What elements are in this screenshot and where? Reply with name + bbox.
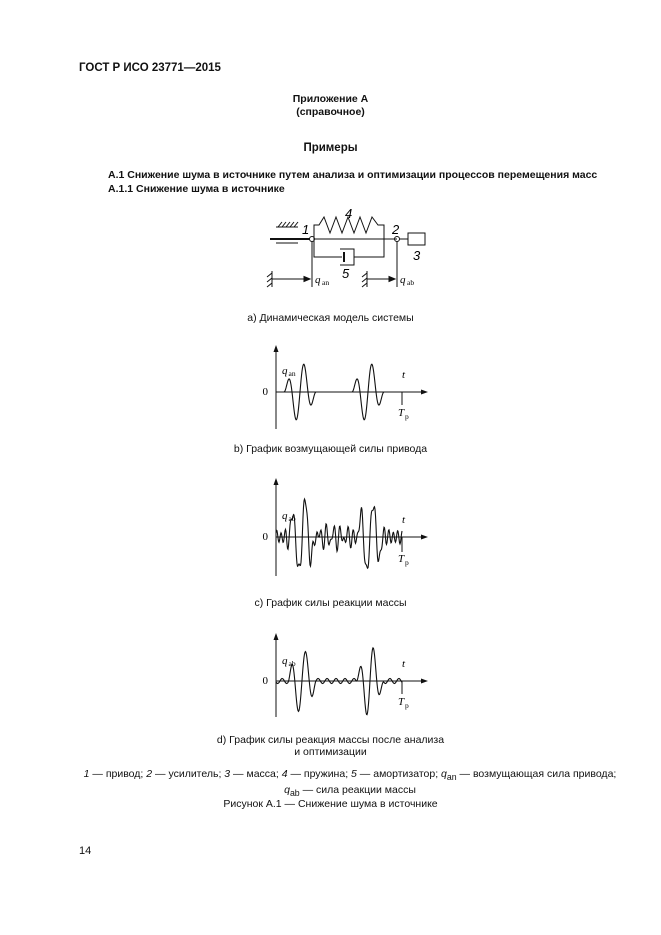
q-sub: ab [288,514,296,523]
q-sub: an [288,369,296,378]
legend-text-5: — амортизатор; [356,768,442,780]
mass-reaction-force-plot [262,478,452,578]
x-axis-arrow [421,535,428,540]
optimized-reaction-plot [262,633,452,718]
legend-line-1 [60,768,640,784]
wall-hatching [278,222,298,227]
label-q-an-sub: an [322,278,330,287]
figure-legend [60,768,640,800]
q-label: q [282,655,288,667]
y-axis-arrow [274,478,279,485]
damper-left-rod [314,239,342,257]
legend-num-1: 1 [83,768,90,780]
drive-force-plot [262,345,452,430]
label-5: 5 [342,266,350,281]
dynamic-model-diagram [262,203,462,293]
T-sub: p [405,558,409,567]
q-ab-arrowhead [389,277,395,282]
appendix-title [0,93,661,119]
legend-q-an: q [441,768,447,780]
T-label: T [398,553,405,565]
y-axis-arrow [274,633,279,640]
q-label: q [282,365,288,377]
legend-text-7: — сила реакции массы [299,784,416,797]
reaction-waveform [276,499,402,568]
ref-wall-left-hatching [267,273,272,287]
mass-block [408,233,425,245]
figure-d-caption-line1: d) График силы реакция массы после анализа [216,734,445,746]
damper-cylinder [340,249,354,265]
t-label: t [402,514,406,526]
figure-c-caption: c) График силы реакции массы [254,597,407,609]
label-q-an: q [315,274,321,286]
T-sub: p [405,701,409,710]
legend-q-ab-sub: ab [289,788,300,799]
legend-num-2: 2 [146,768,153,780]
legend-num-3: 3 [224,768,231,780]
label-2: 2 [392,222,400,237]
legend-q-an-sub: an [446,772,457,783]
figure-d-caption [0,734,661,758]
q-an-arrowhead [304,277,310,282]
damper-right-rod [354,239,384,257]
label-1: 1 [302,222,310,237]
figure-a-caption: a) Динамическая модель системы [247,312,414,324]
legend-text-2: — усилитель; [152,768,225,780]
t-label: t [402,658,406,670]
label-q-ab: q [400,274,406,286]
document-header: ГОСТ Р ИСО 23771—2015 [79,62,221,74]
T-label: T [398,407,405,419]
x-axis-arrow [421,390,428,395]
page-number: 14 [79,845,92,857]
q-sub: ab [288,659,296,668]
ref-wall-right-hatching [362,273,367,287]
zero-label: 0 [262,675,268,687]
label-q-ab-sub: ab [407,278,415,287]
heading-a1: А.1 Снижение шума в источнике путем анализа и оптимизации процессов перемещения масс [108,169,598,181]
appendix-title-line: Приложение А [292,93,369,105]
appendix-subtitle: (справочное) [296,106,365,118]
y-axis-arrow [274,345,279,352]
t-label: t [402,369,406,381]
legend-text-4: — пружина; [287,768,352,780]
zero-label: 0 [262,531,268,543]
T-label: T [398,696,405,708]
legend-q-ab: q [284,784,290,797]
section-title: Примеры [303,142,358,154]
T-sub: p [405,412,409,421]
zero-label: 0 [262,386,268,398]
legend-num-5: 5 [351,768,357,780]
legend-text-3: — масса; [230,768,282,780]
heading-a1-1: А.1.1 Снижение шума в источнике [108,183,285,195]
figure-b-caption: b) График возмущающей силы привода [233,443,428,455]
q-label: q [282,510,288,522]
legend-text-1: — привод; [89,768,147,780]
figure-caption: Рисунок А.1 — Снижение шума в источнике [223,798,438,810]
label-3: 3 [413,248,421,263]
x-axis-arrow [421,679,428,684]
label-4: 4 [345,206,353,221]
legend-text-6: — возмущающая сила привода; [456,768,617,780]
legend-num-4: 4 [281,768,288,780]
figure-d-caption-line2: и оптимизации [294,746,367,758]
